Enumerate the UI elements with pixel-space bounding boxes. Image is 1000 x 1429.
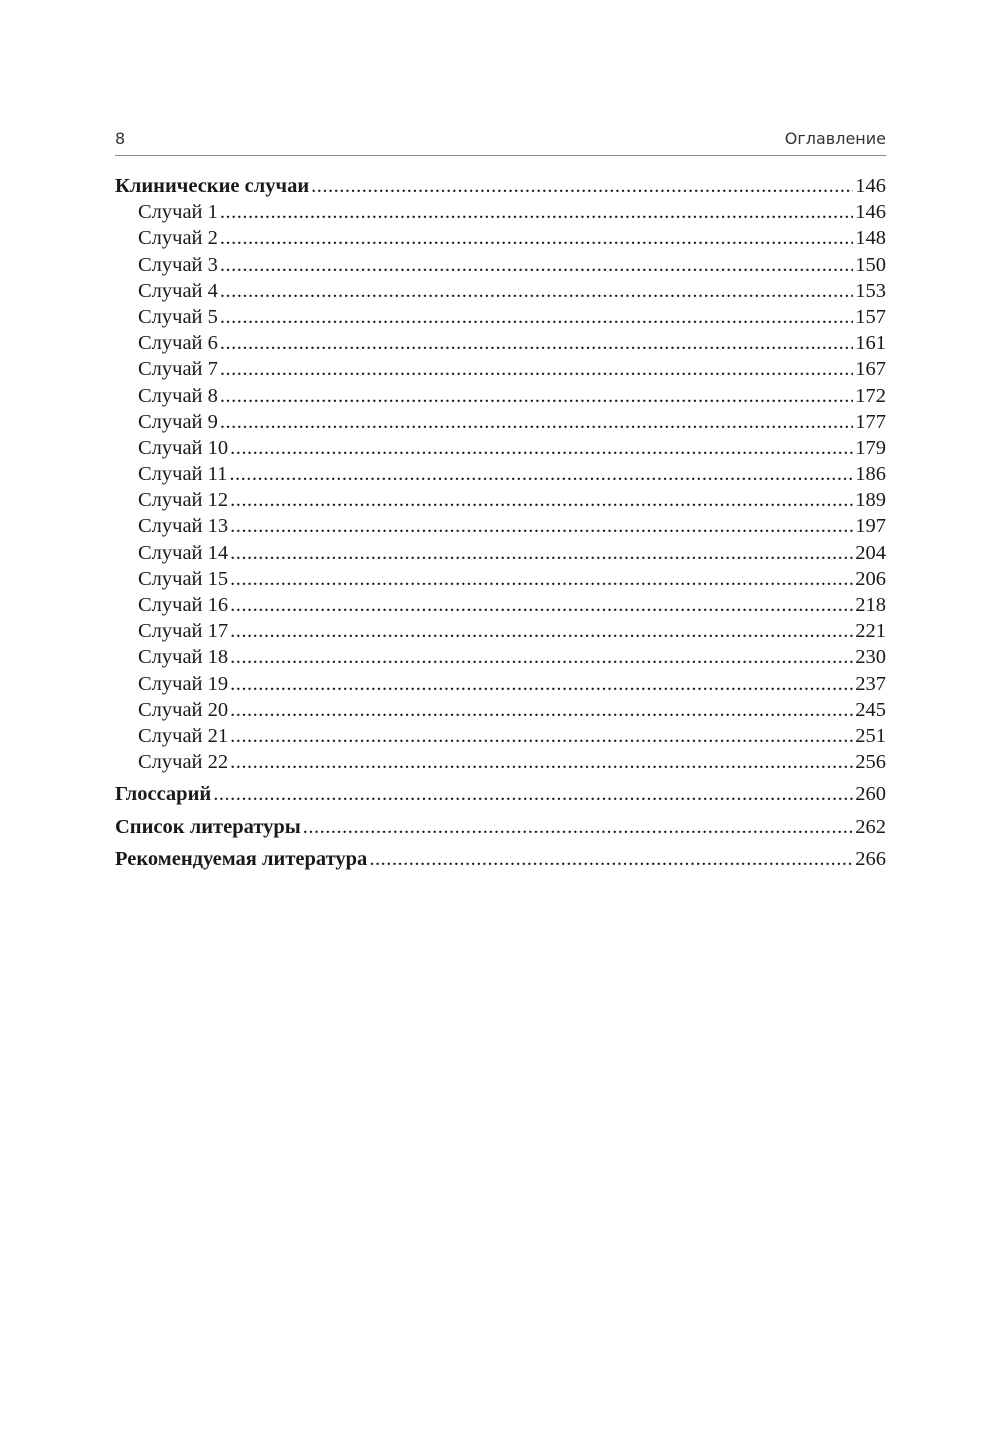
toc-entry-title: Случай 2 — [138, 227, 218, 250]
toc-entry-title: Случай 17 — [138, 620, 229, 643]
dot-leader — [230, 723, 853, 749]
dot-leader — [230, 566, 853, 592]
toc-entry-case-4[interactable] — [115, 278, 886, 304]
toc-page-number: 167 — [855, 358, 886, 381]
toc-entry-title: Рекомендуемая литература — [115, 847, 368, 870]
toc-page-number: 218 — [855, 594, 886, 616]
toc-page-number: 204 — [855, 541, 886, 564]
toc-entry-case-20[interactable] — [115, 697, 886, 723]
toc-entry-title: Случай 10 — [138, 436, 229, 459]
toc-page-number: 262 — [855, 815, 886, 838]
toc-entry-case-10[interactable] — [115, 435, 886, 461]
toc-entry-case-14[interactable] — [115, 540, 886, 566]
toc-page-number: 150 — [855, 253, 886, 276]
toc-page-number: 260 — [855, 783, 886, 806]
toc-entry-title: Случай 12 — [138, 489, 229, 512]
toc-entry-case-22[interactable] — [115, 749, 886, 775]
toc-entry-case-16[interactable] — [115, 592, 886, 618]
toc-entry-glossary[interactable] — [115, 781, 886, 807]
dot-leader — [230, 513, 853, 539]
dot-leader — [230, 697, 853, 723]
table-of-contents — [115, 173, 886, 872]
dot-leader — [230, 592, 853, 618]
toc-page-number: 186 — [855, 463, 886, 486]
toc-entry-title: Случай 3 — [138, 253, 218, 276]
toc-entry-case-19[interactable] — [115, 671, 886, 697]
toc-entry-case-9[interactable] — [115, 409, 886, 435]
dot-leader — [230, 540, 853, 566]
toc-entry-case-13[interactable] — [115, 513, 886, 539]
toc-entry-title: Случай 15 — [138, 567, 229, 590]
toc-entry-case-1[interactable] — [115, 199, 886, 225]
toc-entry-case-6[interactable] — [115, 330, 886, 356]
toc-entry-case-11[interactable] — [115, 461, 886, 487]
toc-entry-case-18[interactable] — [115, 644, 886, 670]
toc-page-number: 146 — [855, 175, 886, 197]
dot-leader — [229, 461, 853, 487]
toc-page-number: 153 — [855, 279, 886, 302]
toc-entry-title: Глоссарий — [115, 783, 212, 806]
toc-entry-recommended-literature[interactable] — [115, 846, 886, 872]
toc-entry-title: Случай 11 — [138, 463, 228, 486]
toc-entry-title: Случай 7 — [138, 358, 218, 381]
dot-leader — [220, 330, 853, 356]
dot-leader — [230, 618, 853, 644]
page-number: 8 — [115, 129, 126, 148]
toc-page-number: 230 — [855, 646, 886, 669]
toc-entry-case-12[interactable] — [115, 487, 886, 513]
toc-entry-clinical-cases[interactable] — [115, 173, 886, 199]
toc-entry-title: Список литературы — [115, 815, 301, 838]
toc-page-number: 237 — [855, 672, 886, 695]
toc-entry-case-5[interactable] — [115, 304, 886, 330]
page-header — [115, 127, 886, 156]
toc-page-number: 179 — [855, 436, 886, 459]
toc-page-number: 172 — [855, 384, 886, 407]
dot-leader — [220, 252, 853, 278]
toc-entry-title: Случай 21 — [138, 724, 229, 747]
toc-entry-title: Случай 20 — [138, 698, 229, 721]
toc-entry-references[interactable] — [115, 814, 886, 840]
dot-leader — [369, 846, 853, 872]
toc-entry-case-3[interactable] — [115, 252, 886, 278]
dot-leader — [220, 304, 853, 330]
running-title: Оглавление — [784, 129, 886, 148]
dot-leader — [220, 383, 853, 409]
toc-entry-title: Случай 14 — [138, 541, 229, 564]
toc-page-number: 146 — [855, 201, 886, 224]
toc-page-number: 266 — [855, 847, 886, 870]
dot-leader — [303, 814, 853, 840]
toc-entry-title: Случай 1 — [138, 201, 218, 224]
dot-leader — [213, 781, 853, 807]
toc-entry-title: Случай 6 — [138, 332, 218, 355]
dot-leader — [230, 435, 853, 461]
dot-leader — [230, 487, 853, 513]
toc-entry-title: Случай 5 — [138, 305, 218, 328]
toc-entry-title: Случай 8 — [138, 384, 218, 407]
toc-entry-case-15[interactable] — [115, 566, 886, 592]
toc-entry-title: Случай 9 — [138, 410, 218, 433]
toc-entry-case-2[interactable] — [115, 225, 886, 251]
toc-page-number: 161 — [855, 332, 886, 355]
toc-page-number: 157 — [855, 305, 886, 328]
toc-page-number: 148 — [855, 227, 886, 250]
dot-leader — [230, 644, 853, 670]
toc-entry-case-17[interactable] — [115, 618, 886, 644]
toc-entry-title: Случай 16 — [138, 594, 229, 616]
dot-leader — [220, 278, 853, 304]
toc-entry-case-7[interactable] — [115, 356, 886, 382]
toc-page-number: 245 — [855, 698, 886, 721]
toc-page-number: 189 — [855, 489, 886, 512]
toc-entry-title: Случай 18 — [138, 646, 229, 669]
dot-leader — [220, 199, 853, 225]
toc-page-number: 177 — [855, 410, 886, 433]
toc-page-number: 251 — [855, 724, 886, 747]
toc-entry-title: Клинические случаи — [115, 175, 310, 197]
toc-entry-case-8[interactable] — [115, 383, 886, 409]
toc-entry-title: Случай 22 — [138, 751, 229, 774]
dot-leader — [230, 671, 853, 697]
toc-entry-title: Случай 19 — [138, 672, 229, 695]
toc-entry-case-21[interactable] — [115, 723, 886, 749]
toc-page-number: 221 — [855, 620, 886, 643]
dot-leader — [220, 409, 853, 435]
toc-entry-title: Случай 13 — [138, 515, 229, 538]
dot-leader — [311, 173, 853, 199]
toc-page-number: 197 — [855, 515, 886, 538]
toc-page-number: 206 — [855, 567, 886, 590]
toc-entry-title: Случай 4 — [138, 279, 218, 302]
dot-leader — [220, 356, 853, 382]
dot-leader — [220, 225, 853, 251]
dot-leader — [230, 749, 853, 775]
toc-page-number: 256 — [855, 751, 886, 774]
